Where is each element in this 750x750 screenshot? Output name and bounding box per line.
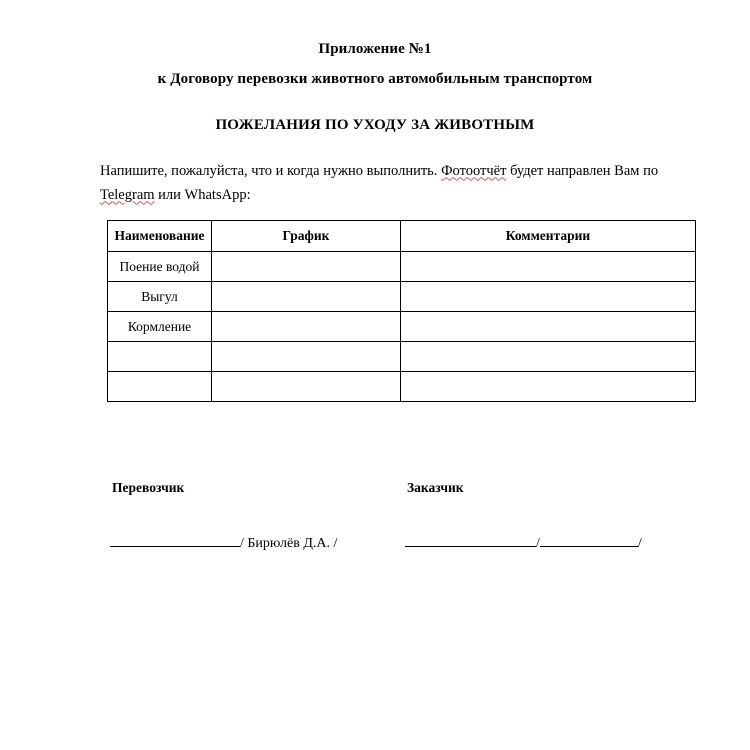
carrier-name: / Бирюлёв Д.А. / [240, 536, 338, 551]
cell-schedule[interactable] [212, 312, 401, 342]
customer-name-rule[interactable] [540, 533, 638, 547]
cell-schedule[interactable] [212, 342, 401, 372]
cell-name[interactable] [108, 372, 212, 402]
animal-care-table [107, 220, 696, 402]
column-header-comments: Комментарии [401, 221, 696, 252]
carrier-label: Перевозчик [112, 480, 185, 495]
table-row [108, 252, 696, 282]
spellcheck-word-fotootchet: Фотоотчёт [441, 162, 507, 179]
table-header-row [108, 221, 696, 252]
cell-comments[interactable] [401, 252, 696, 282]
cell-schedule[interactable] [212, 252, 401, 282]
cell-name: Выгул [108, 282, 212, 312]
carrier-signature-line [110, 533, 337, 552]
table-row [108, 282, 696, 312]
customer-signature-line [405, 533, 642, 552]
cell-comments[interactable] [401, 312, 696, 342]
contract-reference-title: к Договору перевозки животного автомобильным транспортом [157, 71, 593, 87]
column-header-schedule: График [212, 221, 401, 252]
instructions-paragraph [100, 159, 700, 207]
column-header-name: Наименование [108, 221, 212, 252]
cell-name[interactable] [108, 342, 212, 372]
instructions-text-part-2: будет направлен Вам по [506, 162, 659, 179]
appendix-title: Приложение №1 [318, 41, 432, 57]
customer-signature-rule[interactable] [405, 533, 536, 547]
table-row [108, 342, 696, 372]
cell-name: Поение водой [108, 252, 212, 282]
cell-schedule[interactable] [212, 372, 401, 402]
cell-comments[interactable] [401, 372, 696, 402]
cell-comments[interactable] [401, 282, 696, 312]
customer-label: Заказчик [407, 480, 464, 495]
section-heading: ПОЖЕЛАНИЯ ПО УХОДУ ЗА ЖИВОТНЫМ [215, 117, 535, 133]
customer-separator-2: / [637, 536, 642, 551]
table-row [108, 312, 696, 342]
customer-separator-1: / [536, 536, 540, 551]
instructions-text-part-3: или WhatsApp: [154, 186, 251, 203]
cell-comments[interactable] [401, 342, 696, 372]
carrier-signature-rule[interactable] [110, 533, 240, 547]
instructions-text-part-1: Напишите, пожалуйста, что и когда нужно выполнить. [100, 162, 442, 179]
cell-schedule[interactable] [212, 282, 401, 312]
spellcheck-word-telegram: Telegram [100, 186, 155, 203]
cell-name: Кормление [108, 312, 212, 342]
table-row [108, 372, 696, 402]
